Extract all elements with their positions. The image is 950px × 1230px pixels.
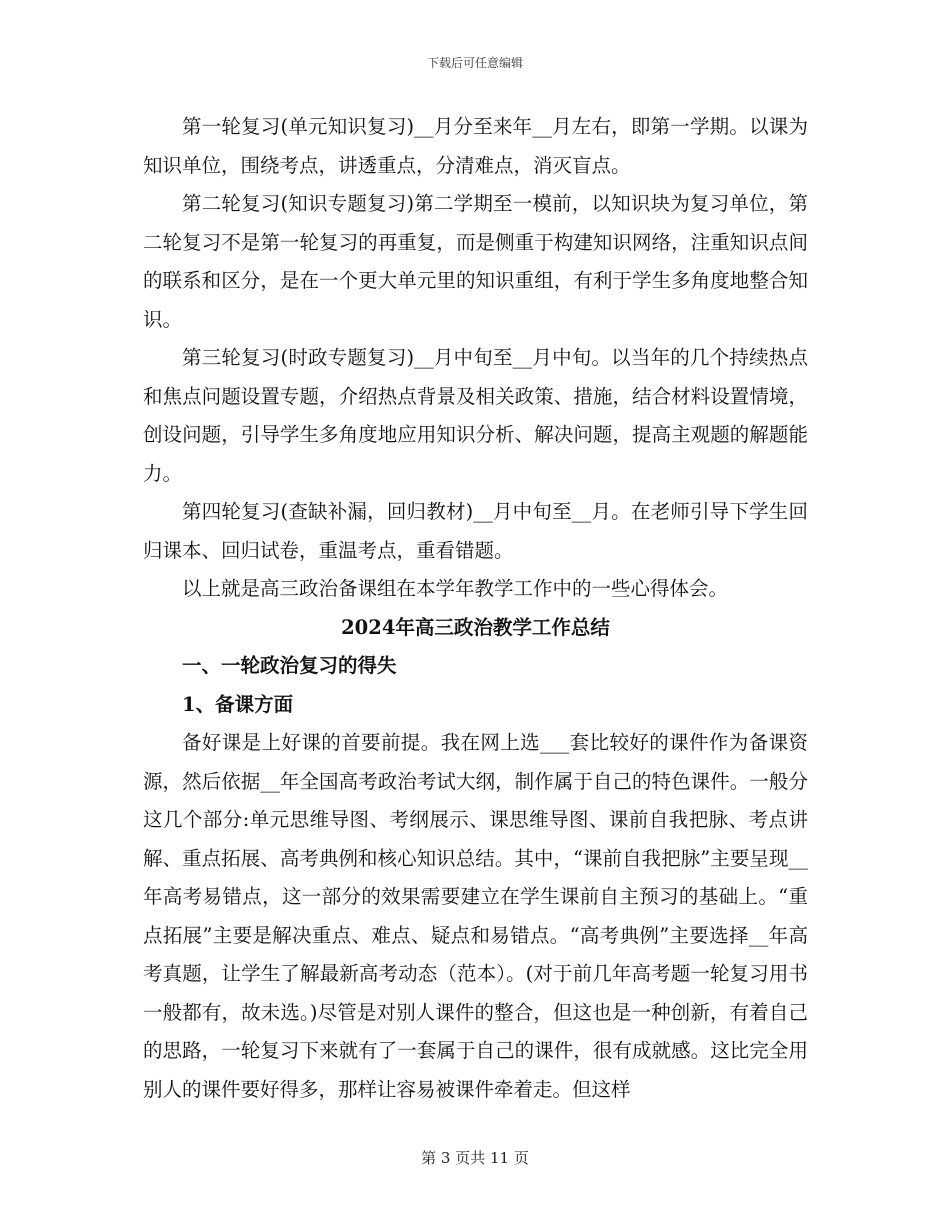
section-heading: 一、一轮政治复习的得失 [182,654,397,677]
page-footer: 第 3 页共 11 页 [421,1149,529,1167]
paragraph-review-round-2: 第二轮复习(知识专题复习)第二学期至一模前，以知识块为复习单位，第二轮复习不是第一轮复习的再重复，而是侧重于构建知识网络，注重知识点间的联系和区分，是在一个更大单元里的知识重组，有利于学生多角度地整合知识。 [143,192,808,331]
subsection-heading: 1、备课方面 [182,692,294,716]
paragraph-review-round-3: 第三轮复习(时政专题复习)__月中旬至__月中旬。以当年的几个持续热点和焦点问题设置专题，介绍热点背景及相关政策、措施，结合材料设置情境，创设问题，引导学生多角度地应用知识分析、解决问题，提高主观题的解题能力。 [143,346,808,485]
document-body [143,108,808,1109]
paragraph-closing: 以上就是高三政治备课组在本学年教学工作中的一些心得体会。 [182,577,729,600]
paragraph-review-round-1: 第一轮复习(单元知识复习)__月分至来年__月左右，即第一学期。以课为知识单位，围绕考点，讲透重点，分清难点，消灭盲点。 [143,115,808,177]
paragraph-review-round-4: 第四轮复习(查缺补漏，回归教材)__月中旬至__月。在老师引导下学生回归课本、回归试卷，重温考点，重看错题。 [143,500,808,562]
paragraph-lesson-prep: 备好课是上好课的首要前提。我在网上选___套比较好的课件作为备课资源，然后依据__年全国高考政治考试大纲，制作属于自己的特色课件。一般分这几个部分:单元思维导图、考纲展示、课思维导图、课前自我把脉、考点讲解、重点拓展、高考典例和核心知识总结。其中，“课前自我把脉”主要呈现__年高考易错点，这一部分的效果需要建立在学生课前自主预习的基础上。“重点拓展”主要是解决重点、难点、疑点和易错点。“高考典例”主要选择__年高考真题，让学生了解最新高考动态（范本）。(对于前几年高考题一轮复习用书一般都有，故未选。)尽管是对别人课件的整合，但这也是一种创新，有着自己的思路，一轮复习下来就有了一套属于自己的课件，很有成就感。这比完全用别人的课件要好得多，那样让容易被课件牵着走。但这样 [143,731,808,1101]
page-header: 下载后可任意编辑 [426,56,523,70]
document-title: 2024年高三政治教学工作总结 [341,615,610,639]
